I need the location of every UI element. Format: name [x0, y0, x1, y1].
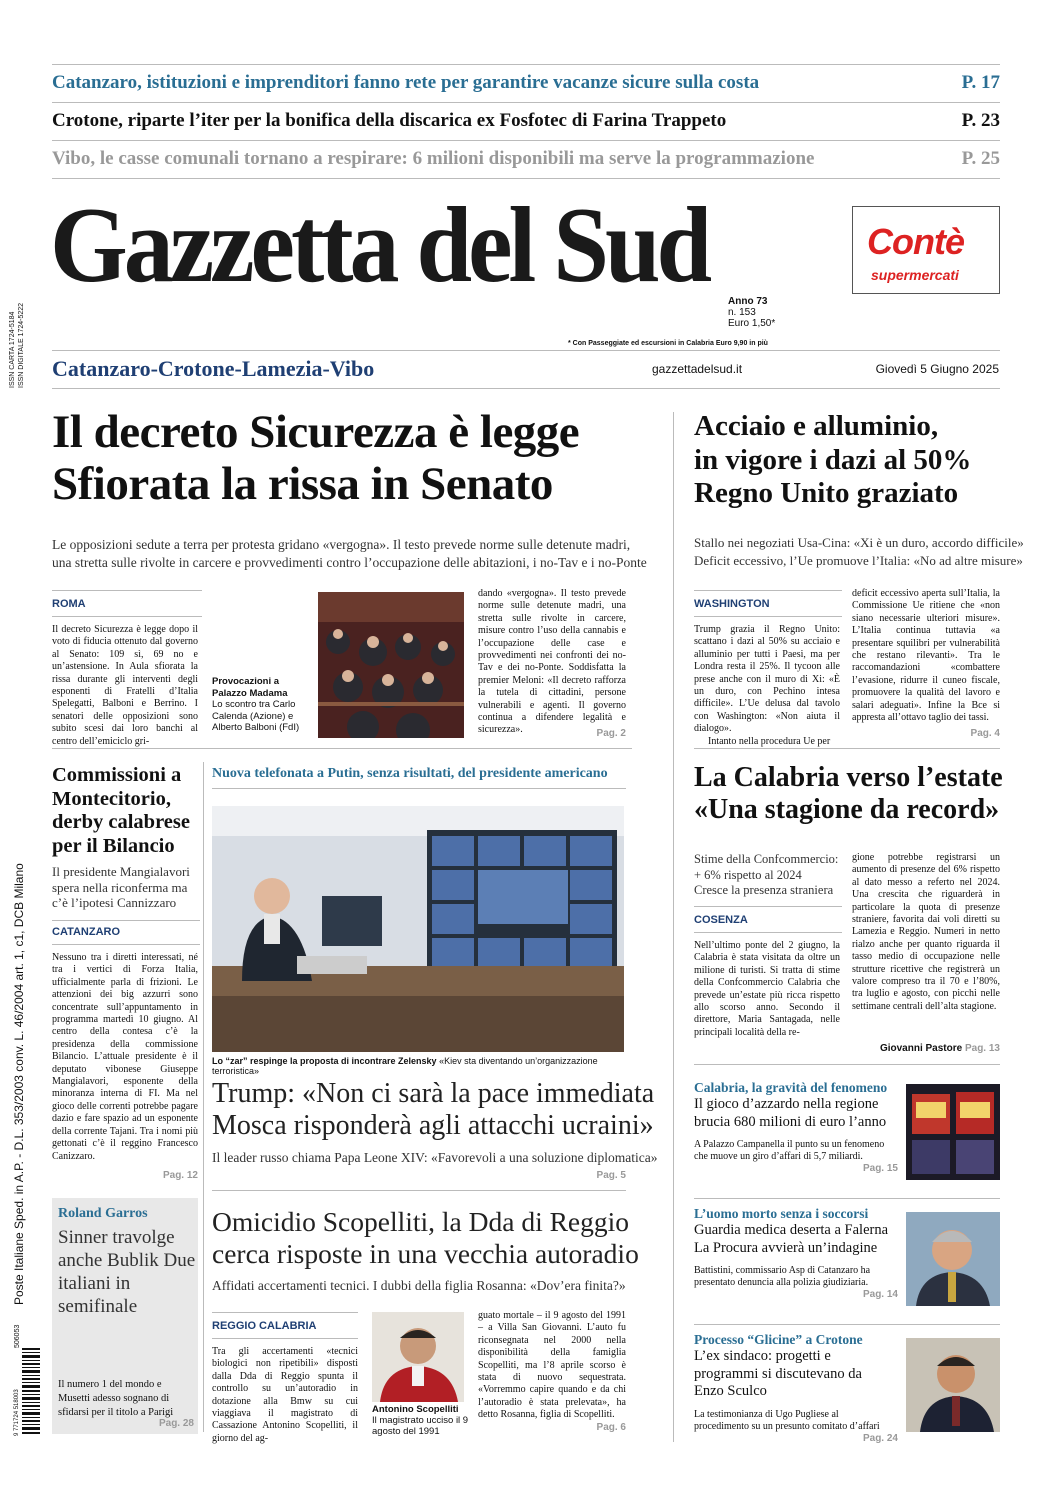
azzardo-page-ref[interactable]: Pag. 15: [862, 1163, 898, 1174]
putin-headline[interactable]: [212, 1078, 654, 1142]
lead-deck-2: una stretta sulle rivolte in carcere e provvedimenti contro l’occupazione delle abitazioni, i no-Tav e i no-Ponte: [52, 555, 647, 570]
teaser-3-page[interactable]: P. 25: [961, 148, 1000, 169]
scopelliti-caption-text: Il magistrato ucciso il 9 agosto del 1991: [372, 1415, 469, 1437]
numero: n. 153: [728, 307, 756, 318]
lead-dateline: ROMA: [52, 598, 86, 610]
estate-deck-2: + 6% rispetto al 2024: [694, 867, 802, 882]
estate-headline[interactable]: [694, 762, 1003, 826]
estate-headline-2: «Una stagione da record»: [694, 794, 1000, 825]
glicine-headline: L’ex sindaco: progetti e programmi si discutevano da Enzo Sculco: [694, 1348, 862, 1399]
scopelliti-dateline: REGGIO CALABRIA: [212, 1320, 317, 1332]
scopelliti-headline[interactable]: [212, 1206, 639, 1270]
issue-info: [728, 296, 775, 329]
barcode-code: 506053: [14, 1324, 21, 1348]
estate-footer: [852, 1043, 1000, 1054]
falerna-page-ref[interactable]: Pag. 14: [862, 1289, 898, 1300]
glicine-kicker: Processo “Glicine” a Crotone: [694, 1332, 863, 1347]
garros-box[interactable]: [52, 1198, 198, 1434]
lead-caption-text: Lo scontro tra Carlo Calenda (Azione) e Alberto Balboni (FdI): [212, 699, 300, 733]
dazi-dateline: WASHINGTON: [694, 598, 770, 610]
teaser-2[interactable]: Crotone, riparte l’iter per la bonifica della discarica ex Fosfotec di Farina Trappeto: [52, 110, 727, 131]
lead-page-ref[interactable]: Pag. 2: [596, 728, 626, 739]
putin-page-ref[interactable]: Pag. 5: [596, 1170, 626, 1181]
garros-kicker: Roland Garros: [58, 1206, 148, 1221]
putin-caption: [212, 1056, 626, 1076]
azzardo-kicker: Calabria, la gravità del fenomeno: [694, 1080, 888, 1095]
falerna-teaser[interactable]: [694, 1206, 898, 1300]
issn: [8, 303, 26, 388]
ad-logo[interactable]: [852, 206, 1000, 294]
glicine-body: La testimonianza di Ugo Pugliese al procedimento su un presunto comitato d’affari: [694, 1408, 880, 1432]
lead-caption: [212, 676, 312, 734]
pugliese-photo: [906, 1338, 1000, 1432]
bilancio-body: Nessuno tra i diretti interessati, né tra i vertici di Forza Italia, ufficialmente parla di frizioni. Le attenzioni dei big azzurri sono concentrate sull’appuntamento in programma martedì 10 giugno. Al centro della contesa c’è la presidenza della commissione Bilancio. L’attuale presidente è il deputato vibonese Giuseppe Mangialavori, esponente della minoranza interna di FI. Ma nel gioco delle correnti potrebbe pagare dazio e fare spazio ad un esponente della corrente Tajani. Tra i nomi più gettonati c’è il reggino Francesco Canizzaro.: [52, 952, 198, 1162]
barcode-number: 9 771724 518003: [14, 1389, 20, 1436]
azzardo-body: A Palazzo Campanella il punto su un fenomeno che muove un giro d’affari di 5,7 miliardi.: [694, 1139, 885, 1162]
issue-date: Giovedì 5 Giugno 2025: [875, 362, 999, 376]
issn-carta: ISSN CARTA 1724-5184: [9, 311, 16, 388]
falerna-kicker: L’uomo morto senza i soccorsi: [694, 1206, 869, 1221]
dazi-headline[interactable]: [694, 410, 971, 511]
anno: Anno 73: [728, 296, 768, 307]
bilancio-page-ref[interactable]: Pag. 12: [162, 1170, 198, 1181]
dazi-body-1: [694, 624, 840, 748]
scopelliti-photo: [372, 1312, 464, 1402]
teaser-2-page[interactable]: P. 23: [961, 110, 1000, 131]
dazi-deck-1: Stallo nei negoziati Usa-Cina: «Xi è un duro, accordo difficile»: [694, 535, 1024, 550]
garros-headline: Sinner travolge anche Bublik Due italiani in semifinale: [58, 1227, 196, 1317]
scopelliti-page-ref[interactable]: Pag. 6: [596, 1422, 626, 1433]
scopelliti-headline-2: cerca risposte in una vecchia autoradio: [212, 1238, 639, 1269]
falerna-headline: Guardia medica deserta a Falerna La Procura avvierà un’indagine: [694, 1222, 889, 1256]
ad-logo-sub: supermercati: [871, 267, 959, 283]
putin-headline-2: Mosca risponderà agli attacchi ucraini»: [212, 1110, 654, 1141]
website[interactable]: gazzettadelsud.it: [652, 362, 743, 376]
teaser-1-page[interactable]: P. 17: [961, 72, 1000, 93]
garros-page-ref[interactable]: Pag. 28: [158, 1418, 194, 1429]
masthead-title: Gazzetta del Sud: [50, 184, 709, 305]
estate-deck-3: Cresce la presenza straniera: [694, 883, 834, 897]
estate-body-2: gione potrebbe registrarsi un aumento di presenze del 6% rispetto al dato messo a referto nel 2024. Una crescita che riguarderà in particolare la quota di presenze straniere, favorita dai voli diretti su Lamezia e Reggio. Numeri in netto rialzo anche per quanto riguarda il tasso medio di occupazione nelle strutture ricettive che registrerà un valore compreso tra il 70 e l’80%, tra luglio e agosto, con picchi nelle settimane centrali dell’alta stagione.: [852, 852, 1000, 1012]
bilancio-dateline: CATANZARO: [52, 926, 121, 938]
lead-deck: [52, 536, 647, 572]
lead-headline-2: Sfiorata la rissa in Senato: [52, 458, 553, 510]
teaser-1[interactable]: Catanzaro, istituzioni e imprenditori fanno rete per garantire vacanze sicure sulla costa: [52, 72, 760, 93]
estate-deck: [694, 852, 838, 899]
dazi-body-1b: Intanto nella procedura Ue per: [708, 735, 831, 747]
teaser-3[interactable]: Vibo, le casse comunali tornano a respirare: 6 milioni disponibili ma serve la programmazione: [52, 148, 815, 169]
estate-deck-1: Stime della Confcommercio:: [694, 852, 839, 866]
estate-headline-1: La Calabria verso l’estate: [694, 762, 1003, 793]
scopelliti-deck: Affidati accertamenti tecnici. I dubbi della figlia Rosanna: «Dov’era finita?»: [212, 1278, 626, 1293]
putin-photo: [212, 806, 624, 1052]
estate-page-ref[interactable]: Pag. 13: [964, 1043, 1000, 1054]
dazi-headline-3: Regno Unito graziato: [694, 477, 959, 509]
scopelliti-caption-title: Antonino Scopelliti: [372, 1404, 459, 1415]
putin-kicker: Nuova telefonata a Putin, senza risultati, del presidente americano: [212, 766, 608, 781]
lead-headline[interactable]: [52, 406, 579, 510]
teaser-bar: [52, 64, 1000, 180]
scopelliti-headline-1: Omicidio Scopelliti, la Dda di Reggio: [212, 1206, 630, 1237]
issn-digitale: ISSN DIGITALE 1724-5222: [18, 302, 25, 388]
putin-deck: Il leader russo chiama Papa Leone XIV: «Favorevoli a una soluzione diplomatica»: [212, 1150, 658, 1165]
bilancio-deck: Il presidente Mangialavori spera nella riconferma ma c’è l’ipotesi Cannizzaro: [52, 864, 190, 910]
price-note: * Con Passeggiate ed escursioni in Calabria Euro 9,90 in più: [568, 340, 768, 347]
lead-headline-1: Il decreto Sicurezza è legge: [52, 406, 580, 458]
garros-body: Il numero 1 del mondo e Musetti adesso sognano di sfidarsi per il titolo a Parigi: [58, 1379, 174, 1418]
scopelliti-body-2: guato mortale – il 9 agosto del 1991 – a Villa San Giovanni. L’auto fu riconsegnata nel 2000 nella disponibilità della famiglia Scopelliti, ma l’8 aprile scorso è stata di nuovo sequestrata. «Vorremmo capire quando e da chi l’autoradio è stata prelevata», ha detto Rosanna, figlia di Scopelliti.: [478, 1310, 626, 1421]
lead-deck-1: Le opposizioni sedute a terra per protesta gridano «vergogna». Il testo prevede norme sulle detenute madri,: [52, 537, 631, 552]
estate-body-1: Nell’ultimo ponte del 2 giugno, la Calabria è stata visitata da oltre un milione di turisti. Si tratta di stime della Confcommercio Calabria che prevede un’estate più ricca rispetto allo scorso anno. Secondo il direttore, Maria Santagada, nelle principali località della re-: [694, 940, 840, 1038]
glicine-teaser[interactable]: [694, 1332, 898, 1444]
estate-author: Giovanni Pastore: [879, 1043, 963, 1054]
glicine-page-ref[interactable]: Pag. 24: [862, 1432, 898, 1444]
prezzo: Euro 1,50*: [728, 318, 776, 329]
scopelliti-body-1: Tra gli accertamenti «tecnici biologici non ripetibili» disposti dalla Dda di Reggio spunta il controllo su un’autoradio in dotazione alla Bmw su cui viaggiava il magistrato di Cassazione Antonino Scopelliti, il giorno del ag-: [212, 1346, 358, 1444]
dazi-body-2: deficit eccessivo aperta sull’Italia, la Commissione Ue ritiene che «non siano necessarie ulteriori misure». L’Italia continua tuttavia «a presentare squilibri per vulnerabilità che restano rilevanti». Tra le raccomandazioni «combattere l’evasione, ridurre il cuneo fiscale, promuovere la qualità del lavoro e salari adeguati». Infine la Bce si appresta all’ottavo taglio dei tassi.: [852, 588, 1000, 724]
falerna-body: Battistini, commissario Asp di Catanzaro ha presentato denuncia alla polizia giudiziaria.: [694, 1265, 871, 1288]
bilancio-headline[interactable]: Commissioni a Montecitorio, derby calabrese per il Bilancio: [52, 764, 190, 857]
dazi-deck-2: Deficit eccessivo, l’Ue promuove l’Italia: «No ad altre misure»: [694, 553, 1023, 568]
estate-dateline: COSENZA: [694, 914, 748, 926]
lead-body-2: dando «vergogna». Il testo prevede norme sulle detenute madri, una stretta sulle rivolte in carcere, misure contro l’uso della cannabis e l’occupazione delle case e provvedimenti nei confronti dei no-Tav e dei no-Ponte. Soddisfatta la premier Meloni: «Il decreto rafforza la tutela di cittadini, persone vulnerabili e agenti. Il governo continua a difendere legalità e sicurezza».: [478, 588, 626, 736]
senate-photo: [318, 592, 464, 738]
putin-caption-bold: Lo “zar” respinge la proposta di incontrare Zelensky: [212, 1056, 437, 1066]
lead-body-1: Il decreto Sicurezza è legge dopo il voto di fiducia ottenuto dal governo al Senato: 109 sì, 69 no e un’astensione. In Aula sfiorata la rissa durante gli interventi degli esponenti di Fratelli d’Italia Spelegatti, Balboni e Berrino. I senatori delle opposizioni sono subito scesi dai loro banchi al centro dell’emiciclo gri-: [52, 624, 198, 747]
scopelliti-caption: [372, 1404, 472, 1437]
postal-note: Poste Italiane Sped. in A.P. - D.L. 353/2003 conv. L. 46/2004 art. 1, c1, DCB Milano: [12, 863, 26, 1305]
azzardo-headline: Il gioco d’azzardo nella regione brucia 680 milioni di euro l’anno: [694, 1096, 887, 1130]
lead-caption-title: Provocazioni a Palazzo Madama: [212, 676, 288, 699]
dazi-body-1a: Trump grazia il Regno Unito: scattano i dazi al 50% su acciaio e alluminio per tutti i Paesi, ma per Londra resta il 25%. Il tycoon alle prese anche con il muro di Xi: «È un duro, con Pechino intesa difficile». L’Ue delusa dal tavolo con Washington: «Non aiuta il dialogo».: [694, 624, 840, 735]
dazi-headline-1: Acciaio e alluminio,: [694, 410, 939, 442]
ad-logo-name: Contè: [867, 221, 964, 262]
dazi-headline-2: in vigore i dazi al 50%: [694, 443, 972, 476]
azzardo-teaser[interactable]: [694, 1080, 898, 1174]
dazi-page-ref[interactable]: Pag. 4: [970, 728, 1000, 739]
dazi-deck: [694, 534, 1024, 570]
putin-headline-1: Trump: «Non ci sarà la pace immediata: [212, 1078, 655, 1109]
barcode: [14, 1318, 42, 1436]
battistini-photo: [906, 1212, 1000, 1306]
putin-caption-text: «Kiev sta diventando un’organizzazione terroristica»: [212, 1056, 598, 1076]
edition: Catanzaro-Crotone-Lamezia-Vibo: [52, 356, 375, 381]
slot-machines-photo: [906, 1084, 1000, 1180]
